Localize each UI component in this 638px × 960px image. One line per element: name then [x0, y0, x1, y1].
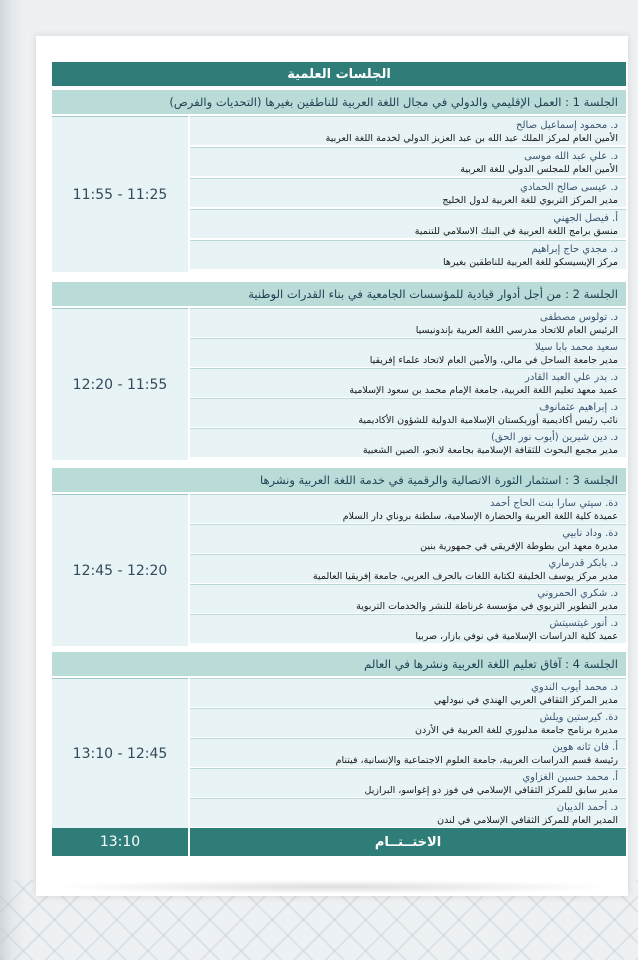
speaker-item: [190, 494, 626, 523]
speaker-name: د. شكري الحمروني: [537, 588, 618, 599]
speaker-item: [190, 554, 626, 583]
speaker-role: منسق برامج اللغة العربية في البنك الاسلامي للتنمية: [414, 226, 618, 237]
speaker-role: مدير مركز يوسف الخليفة لكتابة اللغات بالحرف العربي، جامعة إفريقيا العالمية: [312, 571, 618, 582]
closing-label: الاختــتــام: [190, 828, 626, 856]
session-title: الجلسة 4 : آفاق تعليم اللغة العربية ونشرها في العالم: [52, 652, 626, 676]
speaker-name: د. أنور غيتسيتش: [549, 618, 618, 629]
speaker-name: أ. فان ثانه هوين: [552, 742, 618, 753]
speaker-name: د. علي عبد الله موسى: [524, 151, 618, 162]
speaker-role: عميد كلية الدراسات الإسلامية في نوفي بازار، صربيا: [415, 631, 618, 642]
page-shadow: [48, 880, 618, 894]
speaker-item: [190, 708, 626, 737]
speaker-name: د. دين شيرين (أيوب نور الحق): [490, 432, 618, 443]
speaker-role: الأمين العام للمجلس الدولي للغة العربية: [460, 164, 618, 175]
session-title: الجلسة 1 : العمل الإقليمي والدولي في مجال اللغة العربية للناطقين بغيرها (التحديات والفرص): [52, 90, 626, 114]
closing-time: 13:10: [52, 828, 188, 856]
session-title: الجلسة 3 : استثمار الثورة الاتصالية والرقمية في خدمة اللغة العربية ونشرها: [52, 468, 626, 492]
speaker-role: الرئيس العام للاتحاد مدرسي اللغة العربية بإندونيسيا: [415, 325, 618, 336]
speaker-role: المدير العام للمركز الثقافي الإسلامي في لندن: [437, 815, 618, 826]
speaker-role: رئيسة قسم الدراسات العربية، جامعة العلوم الاجتماعية والإنسانية، فيتنام: [335, 755, 618, 766]
speaker-name: د. بابكر قدرماري: [548, 558, 618, 569]
session-4: [52, 652, 626, 828]
session-time: 12:45 - 12:20: [52, 494, 188, 646]
session-time: 12:20 - 11:55: [52, 308, 188, 460]
speaker-item: [190, 147, 626, 176]
speaker-item: [190, 368, 626, 397]
speaker-role: الأمين العام لمركز الملك عبد الله بن عبد العزيز الدولي لخدمة اللغة العربية: [325, 133, 618, 144]
speaker-item: [190, 240, 626, 269]
session-title: الجلسة 2 : من أجل أدوار قيادية للمؤسسات الجامعية في بناء القدرات الوطنية: [52, 282, 626, 306]
speaker-role: مركز الإيسيسكو للغة العربية للناطقين بغيرها: [442, 257, 618, 268]
speaker-item: [190, 116, 626, 145]
speaker-role: عميد معهد تعليم اللغة العربية، جامعة الإمام محمد بن سعود الإسلامية: [349, 385, 618, 396]
speaker-role: مديرة معهد ابن بطوطة الإفريقي في جمهورية بنين: [420, 541, 618, 552]
speaker-role: مدير مجمع البحوث للثقافة الإسلامية بجامعة لانجو، الصين الشعبية: [362, 445, 618, 456]
speaker-name: د. بدر علي العبد القادر: [525, 372, 618, 383]
speaker-name: دة. كيرستين ويلش: [539, 712, 618, 723]
speaker-item: [190, 209, 626, 238]
session-2: [52, 282, 626, 464]
speaker-item: [190, 178, 626, 207]
speaker-role: مديرة برنامج جامعة مدلبوري للغة العربية في الأردن: [414, 725, 618, 736]
speaker-name: أ. محمد حسين الغزاوي: [522, 772, 618, 783]
speaker-name: د. إبراهيم عثمانوف: [539, 402, 618, 413]
speaker-role: مدير التطوير التربوي في مؤسسة غرناطة للنشر والخدمات التربوية: [356, 601, 618, 612]
speaker-name: أ. فيصل الجهني: [553, 213, 618, 224]
speaker-item: [190, 678, 626, 707]
speaker-name: د. مجدي حاج إبراهيم: [531, 244, 618, 255]
speaker-item: [190, 798, 626, 827]
speaker-item: [190, 614, 626, 643]
speaker-item: [190, 308, 626, 337]
speaker-name: دة. وداد نابيي: [562, 528, 618, 539]
speaker-item: [190, 428, 626, 457]
speaker-name: د. أحمد الديبان: [556, 802, 618, 813]
speaker-item: [190, 524, 626, 553]
speaker-item: [190, 738, 626, 767]
speaker-item: [190, 768, 626, 797]
session-time: 11:55 - 11:25: [52, 116, 188, 272]
session-1: [52, 90, 626, 276]
speaker-name: د. محمد أيوب الندوي: [531, 682, 618, 693]
speaker-name: د. محمود إسماعيل صالح: [516, 120, 618, 131]
speaker-name: سعيد محمد بابا سيلا: [535, 342, 618, 353]
speaker-item: [190, 398, 626, 427]
speaker-name: د. تولوس مصطفى: [540, 312, 618, 323]
speaker-role: عميدة كلية اللغة العربية والحضارة الإسلامية، سلطنة بروناي دار السلام: [342, 511, 618, 522]
speaker-item: [190, 584, 626, 613]
program-title: الجلسات العلمية: [52, 62, 626, 86]
speaker-role: مدير المركز الثقافي العربي الهندي في نيودلهي: [433, 695, 618, 706]
session-time: 13:10 - 12:45: [52, 678, 188, 828]
speaker-role: مدير المركز التربوي للغة العربية لدول الخليج: [442, 195, 618, 206]
speaker-role: نائب رئيس أكاديمية أوزبكستان الإسلامية الدولية للشؤون الأكاديمية: [358, 415, 618, 426]
speaker-role: مدير سابق للمركز الثقافي الإسلامي في فوز دو إغواسو، البرازيل: [364, 785, 618, 796]
speaker-name: دة. سيتي سارا بنت الحاج أحمد: [490, 498, 618, 509]
speaker-role: مدير جامعة الساحل في مالي، والأمين العام لاتحاد علماء إفريقيا: [369, 355, 618, 366]
speaker-name: د. عيسى صالح الحمادي: [520, 182, 618, 193]
speaker-item: [190, 338, 626, 367]
session-3: [52, 468, 626, 648]
